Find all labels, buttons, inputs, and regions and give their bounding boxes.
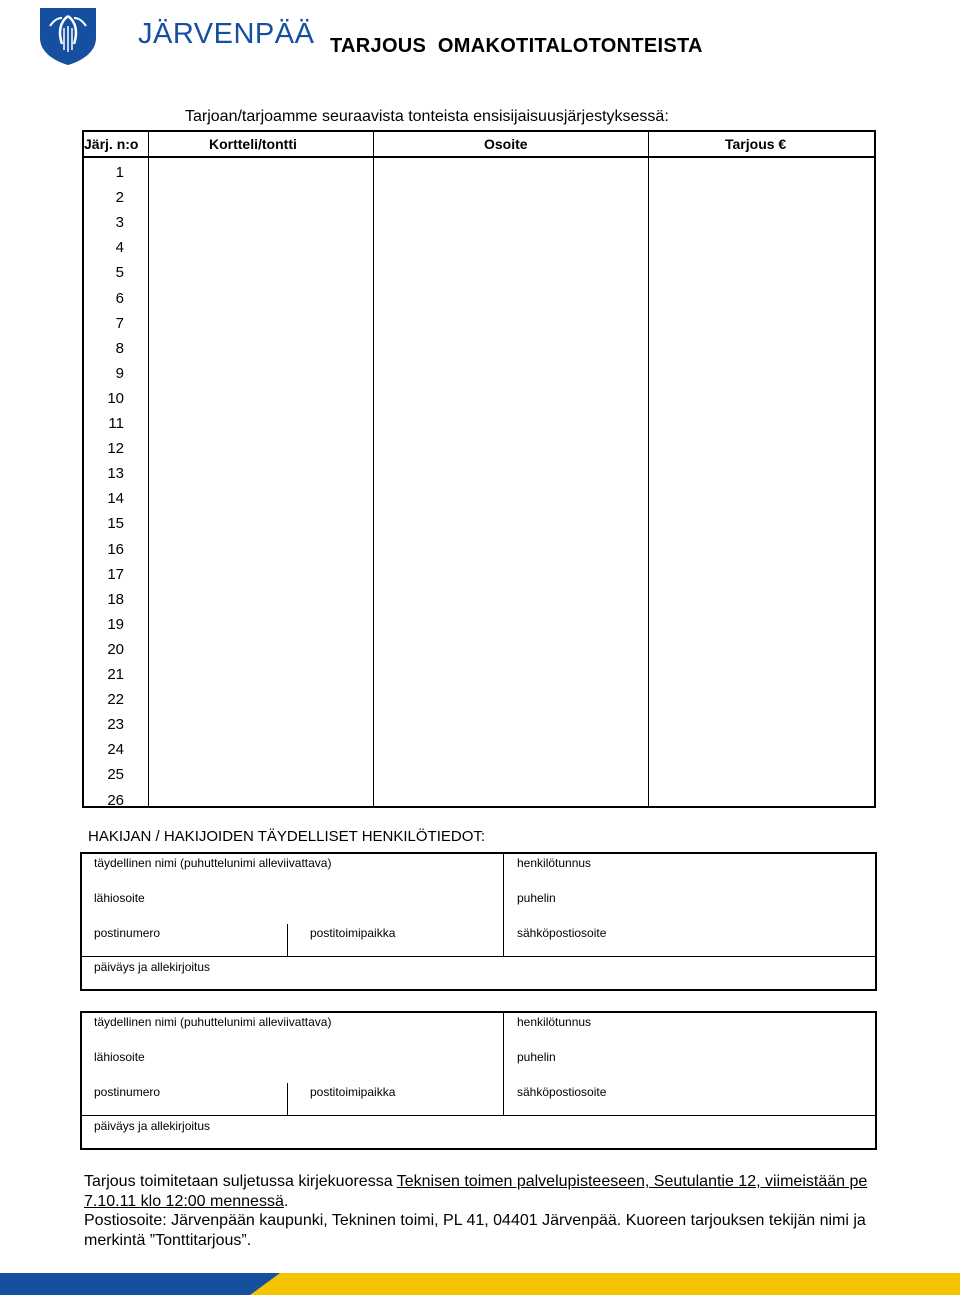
logo-wordmark: JÄRVENPÄÄ: [138, 18, 315, 50]
column-header-plot: Kortteli/tontti: [209, 136, 297, 152]
box-divider: [82, 1115, 875, 1116]
row-number: 4: [115, 239, 124, 257]
column-divider: [648, 132, 649, 806]
street-address-label: lähiosoite: [94, 1050, 145, 1064]
row-number: 21: [107, 666, 124, 683]
column-header-address: Osoite: [484, 136, 528, 152]
box-divider: [503, 1013, 504, 1115]
header-divider: [84, 156, 874, 158]
post-office-label: postitoimipaikka: [310, 1085, 396, 1099]
column-divider: [148, 132, 149, 806]
row-number: 19: [107, 615, 124, 633]
row-number: 16: [107, 540, 124, 558]
brand-stripe: [0, 1273, 960, 1295]
row-number: 24: [107, 741, 124, 759]
row-number: 20: [107, 640, 124, 658]
row-number: 14: [107, 490, 124, 508]
postal-code-label: postinumero: [94, 1085, 161, 1099]
date-signature-label: päiväys ja allekirjoitus: [94, 1119, 211, 1133]
row-number: 15: [107, 515, 124, 533]
row-number: 6: [115, 289, 124, 307]
row-number: 1: [115, 164, 124, 181]
postal-address-text: Postiosoite: Järvenpään kaupunki, Tekninen toimi, PL 41, 04401 Järvenpää. Kuoreen tarjouksen tekijän nimi ja merkintä ”Tonttitarjous”.: [84, 1212, 866, 1249]
row-number: 12: [107, 440, 124, 458]
delivery-location-text: Teknisen toimen palvelupisteeseen, Seutulantie 12, viimeistään pe 7.10.11 klo 12:00 mennessä: [84, 1173, 868, 1210]
page-title: TARJOUS OMAKOTITALOTONTEISTA: [330, 35, 703, 57]
row-number: 25: [107, 766, 124, 784]
submission-instructions: [84, 1172, 904, 1250]
row-number: 7: [115, 314, 124, 332]
phone-label: puhelin: [517, 1050, 556, 1064]
instructions-text: Tarjous toimitetaan suljetussa kirjekuoressa: [84, 1173, 397, 1190]
box-divider: [287, 1083, 288, 1115]
row-number: 13: [107, 465, 124, 483]
postal-code-label: postinumero: [94, 926, 161, 940]
column-divider: [373, 132, 374, 806]
street-address-label: lähiosoite: [94, 891, 145, 905]
applicant-box-1: [80, 852, 877, 991]
email-label: sähköpostiosoite: [517, 926, 607, 940]
intro-text: Tarjoan/tarjoamme seuraavista tonteista ensisijaisuusjärjestyksessä:: [185, 108, 669, 125]
row-number: 18: [107, 590, 124, 608]
column-header-offer: Tarjous €: [725, 136, 787, 152]
row-number: 11: [108, 415, 124, 432]
row-number: 10: [107, 389, 124, 407]
plot-table: [82, 130, 876, 808]
crest-icon: [38, 6, 100, 66]
row-number: 3: [115, 214, 124, 232]
phone-label: puhelin: [517, 891, 556, 905]
box-divider: [82, 956, 875, 957]
personal-id-label: henkilötunnus: [517, 1015, 592, 1029]
row-number: 5: [115, 264, 124, 282]
column-header-order: Järj. n:o: [84, 136, 139, 152]
applicants-heading: HAKIJAN / HAKIJOIDEN TÄYDELLISET HENKILÖTIEDOT:: [88, 828, 486, 845]
date-signature-label: päiväys ja allekirjoitus: [94, 960, 211, 974]
post-office-label: postitoimipaikka: [310, 926, 396, 940]
personal-id-label: henkilötunnus: [517, 856, 592, 870]
jarvenpaa-logo: [38, 6, 315, 66]
box-divider: [503, 854, 504, 956]
row-number: 23: [107, 716, 124, 734]
row-number: 22: [107, 691, 124, 709]
row-number: 17: [107, 565, 124, 583]
full-name-label: täydellinen nimi (puhuttelunimi alleviivattava): [94, 856, 332, 870]
row-number: 8: [115, 339, 124, 357]
instructions-period: .: [283, 1192, 289, 1210]
row-number: 2: [115, 189, 124, 207]
row-number: 9: [115, 364, 124, 382]
applicant-box-2: [80, 1011, 877, 1150]
full-name-label: täydellinen nimi (puhuttelunimi alleviivattava): [94, 1015, 332, 1029]
row-number: 26: [107, 791, 124, 809]
box-divider: [287, 924, 288, 956]
email-label: sähköpostiosoite: [517, 1085, 607, 1099]
